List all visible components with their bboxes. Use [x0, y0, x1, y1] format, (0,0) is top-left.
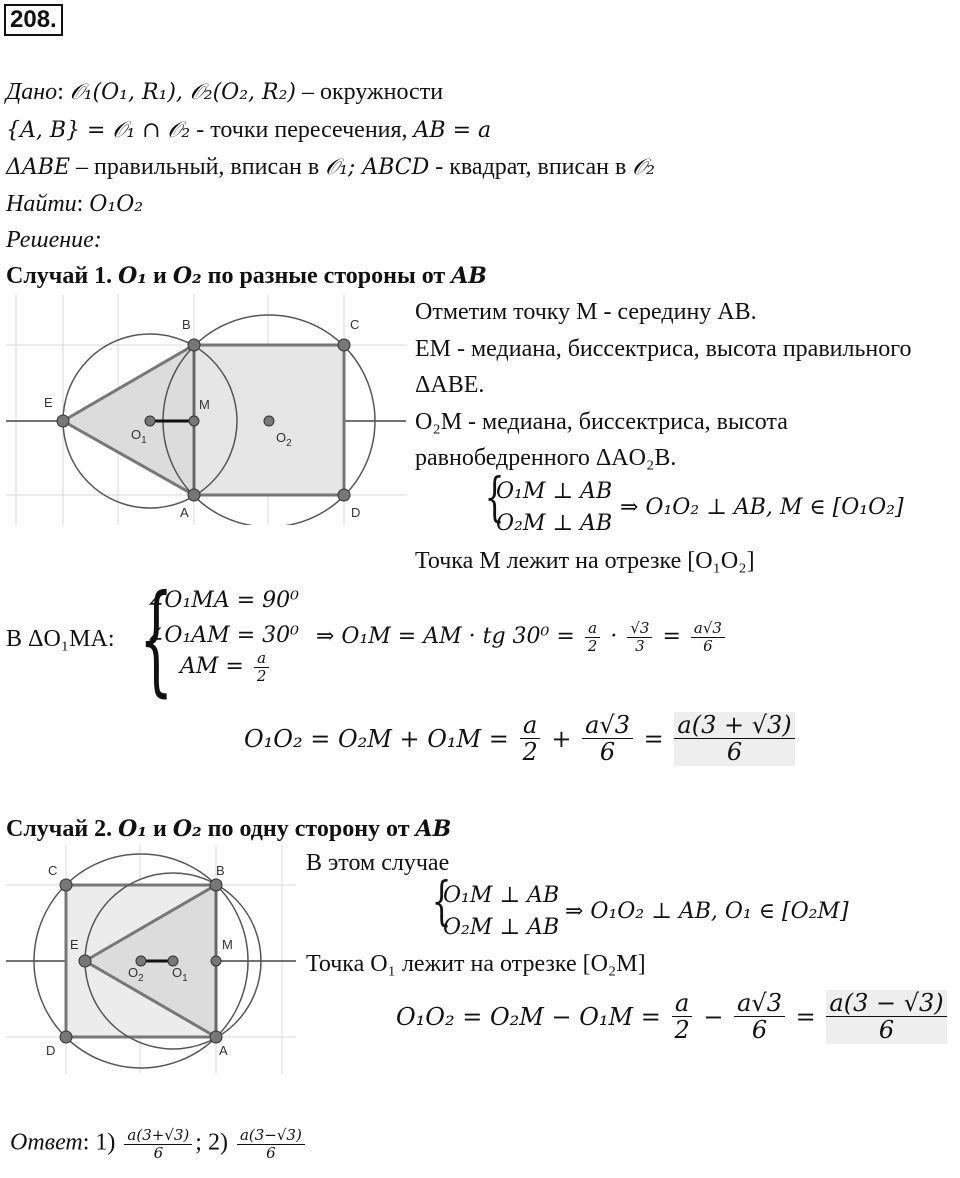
- case1-sys-2: O₂M ⊥ AB: [496, 511, 613, 536]
- point-O1: [145, 416, 155, 426]
- figure-case-2: [6, 845, 296, 1073]
- point-C: [338, 339, 350, 351]
- figure-case-1: [6, 295, 406, 525]
- case1-para-1: Отметим точку M - середину AB.: [415, 299, 757, 325]
- label-C: C: [350, 317, 360, 332]
- problem-number: 208.: [4, 4, 63, 36]
- given-label: Дано: [6, 79, 58, 105]
- point-E: [79, 955, 91, 967]
- label-A: A: [180, 505, 189, 520]
- point-A: [188, 489, 200, 501]
- case2-para-2: Точка O₁ лежит на отрезке [O₂M]: [306, 951, 646, 977]
- given-circles: 𝒪₁(O₁, R₁), 𝒪₂(O₂, R₂): [69, 80, 296, 105]
- case1-result: ⇒ O₁M = AM · tg 30⁰ = $\frac{a}{2}$ · $\frac{√3}{3}$ = $\frac{a√3}{6}$: [316, 620, 728, 654]
- label-O1: $O_1$: [131, 427, 147, 446]
- label-B: B: [182, 317, 191, 332]
- label-O2: $O_2$: [128, 965, 144, 984]
- label-C: C: [48, 863, 58, 878]
- find-label: Найти: [6, 191, 77, 217]
- answer: Ответ: 1) $\frac{a(3+√3)}{6}$ ; 2) $\frac{a(3-√3)}{6}$: [10, 1127, 308, 1161]
- label-M: M: [222, 937, 233, 952]
- given-intersection-text: - точки пересечения,: [196, 117, 408, 143]
- given-triangle-text: – правильный, вписан в: [76, 154, 320, 180]
- point-O2: [264, 416, 274, 426]
- point-E: [57, 415, 69, 427]
- case1-para-3: ΔABE.: [415, 372, 485, 398]
- given-circles-text: – окружности: [302, 79, 444, 105]
- case2-title: Случай 2. O₁ и O₂ по одну сторону от AB: [6, 816, 452, 842]
- solution-label: Решение:: [6, 227, 102, 253]
- case1-final: O₁O₂ = O₂M + O₁M = $\frac{a}{2}$ + $\frac{a√3}{6}$ = $\frac{a(3 + √3)}{6}$: [244, 712, 798, 766]
- case2-implies: ⇒ O₁O₂ ⊥ AB, O₁ ∈ [O₂M]: [565, 899, 849, 924]
- case1-sys-1: O₁M ⊥ AB: [496, 479, 613, 504]
- given-circle-2: 𝒪₂: [632, 155, 655, 180]
- case1-title: Случай 1. O₁ и O₂ по разные стороны от AB: [6, 263, 487, 289]
- case2-final: O₁O₂ = O₂M − O₁M = $\frac{a}{2}$ − $\frac{a√3}{6}$ = $\frac{a(3 - √3)}{6}$: [396, 990, 950, 1044]
- case1-cond-3: AM = $\frac{a}{2}$: [180, 650, 272, 684]
- case1-brace: {: [138, 570, 174, 709]
- given-line-2: [6, 116, 491, 145]
- point-D: [60, 1031, 72, 1043]
- case1-para-6: Точка M лежит на отрезке [O₁O₂]: [415, 548, 755, 574]
- given-line-3: [6, 153, 655, 182]
- case2-sys-2: O₂M ⊥ AB: [443, 915, 560, 940]
- given-intersection: {A, B} = 𝒪₁ ∩ 𝒪₂: [6, 118, 191, 143]
- case1-cond-1: ∠O₁MA = 90⁰: [146, 588, 299, 613]
- case1-tri-label: В ΔO₁MA:: [6, 626, 115, 652]
- case1-cond-2: ∠O₁AM = 30⁰: [146, 623, 299, 648]
- label-B: B: [216, 863, 225, 878]
- answer-label: Ответ: [10, 1129, 83, 1156]
- case1-para-2: EM - медиана, биссектриса, высота правильного: [415, 336, 912, 362]
- given-square: 𝒪₁; ABCD: [325, 155, 430, 180]
- point-M: [189, 416, 199, 426]
- given-square-text: - квадрат, вписан в: [435, 154, 627, 180]
- label-E: E: [70, 937, 79, 952]
- case1-implies: ⇒ O₁O₂ ⊥ AB, M ∈ [O₁O₂]: [620, 495, 904, 520]
- case2-sys-1: O₁M ⊥ AB: [443, 883, 560, 908]
- point-A: [210, 1031, 222, 1043]
- label-M: M: [199, 397, 210, 412]
- label-O1: $O_1$: [172, 965, 188, 984]
- label-D: D: [351, 505, 361, 520]
- label-D: D: [46, 1043, 56, 1058]
- label-O2: $O_2$: [276, 430, 292, 449]
- given-line-1: Дано: 𝒪₁(O₁, R₁), 𝒪₂(O₂, R₂) – окружности: [6, 79, 444, 105]
- point-D: [338, 489, 350, 501]
- case1-para-5: равнобедренного ΔAO₂B.: [415, 445, 677, 471]
- point-M: [211, 956, 221, 966]
- case1-para-4: O₂M - медиана, биссектриса, высота: [415, 409, 788, 435]
- given-triangle: ΔABE: [6, 155, 71, 180]
- point-B: [210, 879, 222, 891]
- find-line: Найти: O₁O₂: [6, 191, 144, 217]
- find-value: O₁O₂: [89, 192, 144, 217]
- point-C: [60, 879, 72, 891]
- label-A: A: [219, 1043, 228, 1058]
- given-ab: AB = a: [413, 118, 492, 143]
- label-E: E: [44, 395, 53, 410]
- case2-para-1: В этом случае: [306, 850, 450, 876]
- point-B: [188, 339, 200, 351]
